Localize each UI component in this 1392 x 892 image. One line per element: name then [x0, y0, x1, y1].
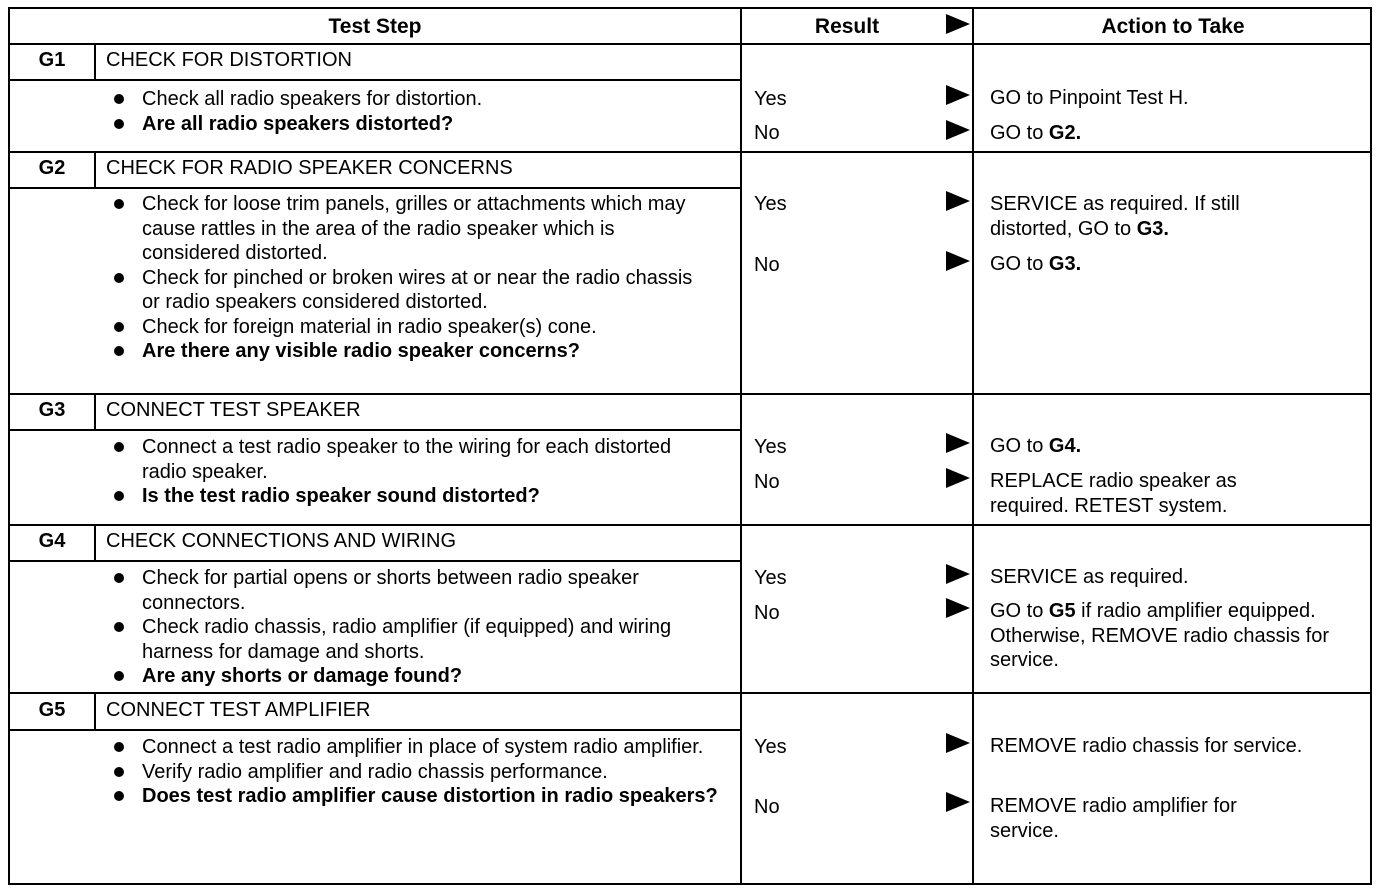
step-id: G5 — [38, 699, 66, 721]
id-divider — [94, 43, 96, 81]
arrow-right-icon — [946, 468, 970, 488]
title-divider — [10, 429, 740, 431]
id-divider — [94, 393, 96, 431]
action-text: SERVICE as required. — [990, 566, 1189, 588]
step-bullets — [106, 192, 706, 364]
header-action: Action to Take — [1101, 15, 1245, 38]
step-id: G4 — [38, 530, 66, 552]
arrow-right-icon — [946, 433, 970, 453]
step-bullets — [106, 566, 706, 689]
arrow-right-icon — [946, 120, 970, 140]
action-text: GO to G5 if radio amplifier equipped. Otherwise, REMOVE radio chassis for service. — [990, 600, 1329, 671]
bullet-icon — [114, 573, 124, 583]
bullet-icon — [114, 622, 124, 632]
result-yes: Yes — [754, 88, 787, 110]
id-divider — [94, 151, 96, 189]
list-item: Check radio chassis, radio amplifier (if equipped) and wiring harness for damage and shorts. — [106, 615, 706, 664]
action-text: GO to Pinpoint Test H. — [990, 87, 1189, 109]
bullet-icon — [114, 791, 124, 801]
title-divider — [10, 79, 740, 81]
bullet-icon — [114, 767, 124, 777]
list-item: Check for foreign material in radio speaker(s) cone. — [106, 315, 706, 340]
action-text: GO to G3. — [990, 253, 1082, 275]
action-text: REPLACE radio speaker as required. RETEST system. — [990, 470, 1237, 517]
action-text: SERVICE as required. If still distorted, GO to G3. — [990, 193, 1240, 240]
column-divider — [972, 9, 974, 883]
list-item: Is the test radio speaker sound distorted? — [106, 484, 716, 509]
step-id: G3 — [38, 399, 66, 421]
step-bullets — [106, 735, 736, 809]
step-title: CHECK CONNECTIONS AND WIRING — [106, 530, 457, 552]
step-title: CHECK FOR DISTORTION — [106, 49, 352, 71]
bullet-icon — [114, 94, 124, 104]
list-item: Verify radio amplifier and radio chassis performance. — [106, 760, 736, 785]
row-divider — [10, 524, 1370, 526]
id-divider — [94, 524, 96, 562]
step-title: CONNECT TEST AMPLIFIER — [106, 699, 371, 721]
result-no: No — [754, 796, 780, 818]
column-divider — [740, 9, 742, 883]
row-divider — [10, 151, 1370, 153]
action-text: REMOVE radio amplifier for service. — [990, 795, 1237, 842]
list-item: Check for partial opens or shorts between radio speaker connectors. — [106, 566, 706, 615]
step-id: G1 — [38, 49, 66, 71]
arrow-right-icon — [946, 733, 970, 753]
arrow-right-icon — [946, 191, 970, 211]
list-item: Check for pinched or broken wires at or near the radio chassis or radio speakers considered distorted. — [106, 266, 706, 315]
header-test-step: Test Step — [328, 15, 422, 38]
arrow-right-icon — [946, 564, 970, 584]
result-yes: Yes — [754, 436, 787, 458]
row-divider — [10, 393, 1370, 395]
bullet-icon — [114, 671, 124, 681]
bullet-icon — [114, 491, 124, 501]
bullet-icon — [114, 119, 124, 129]
result-no: No — [754, 471, 780, 493]
test-table — [8, 7, 1372, 885]
step-bullets — [106, 87, 736, 136]
action-text: GO to G4. — [990, 435, 1082, 457]
arrow-right-icon — [946, 14, 970, 34]
title-divider — [10, 560, 740, 562]
list-item: Are any shorts or damage found? — [106, 664, 706, 689]
action-text: REMOVE radio chassis for service. — [990, 735, 1303, 757]
result-no: No — [754, 122, 780, 144]
list-item: Does test radio amplifier cause distortion in radio speakers? — [106, 784, 736, 809]
arrow-right-icon — [946, 598, 970, 618]
arrow-right-icon — [946, 85, 970, 105]
bullet-icon — [114, 199, 124, 209]
arrow-right-icon — [946, 792, 970, 812]
step-bullets — [106, 435, 716, 509]
step-id: G2 — [38, 157, 66, 179]
result-no: No — [754, 254, 780, 276]
list-item: Are there any visible radio speaker concerns? — [106, 339, 706, 364]
id-divider — [94, 692, 96, 731]
list-item: Connect a test radio speaker to the wiring for each distorted radio speaker. — [106, 435, 716, 484]
step-title: CHECK FOR RADIO SPEAKER CONCERNS — [106, 157, 513, 179]
action-text: GO to G2. — [990, 122, 1082, 144]
arrow-right-icon — [946, 251, 970, 271]
list-item: Check all radio speakers for distortion. — [106, 87, 736, 112]
bullet-icon — [114, 273, 124, 283]
result-no: No — [754, 602, 780, 624]
header-divider — [10, 43, 1370, 45]
bullet-icon — [114, 322, 124, 332]
result-yes: Yes — [754, 567, 787, 589]
bullet-icon — [114, 346, 124, 356]
bullet-icon — [114, 742, 124, 752]
list-item: Check for loose trim panels, grilles or attachments which may cause rattles in the area of the radio speaker which is considered distorted. — [106, 192, 706, 266]
list-item: Are all radio speakers distorted? — [106, 112, 736, 137]
result-yes: Yes — [754, 193, 787, 215]
list-item: Connect a test radio amplifier in place of system radio amplifier. — [106, 735, 736, 760]
title-divider — [10, 187, 740, 189]
step-title: CONNECT TEST SPEAKER — [106, 399, 361, 421]
title-divider — [10, 729, 740, 731]
bullet-icon — [114, 442, 124, 452]
header-result: Result — [814, 15, 880, 38]
row-divider — [10, 692, 1370, 694]
result-yes: Yes — [754, 736, 787, 758]
